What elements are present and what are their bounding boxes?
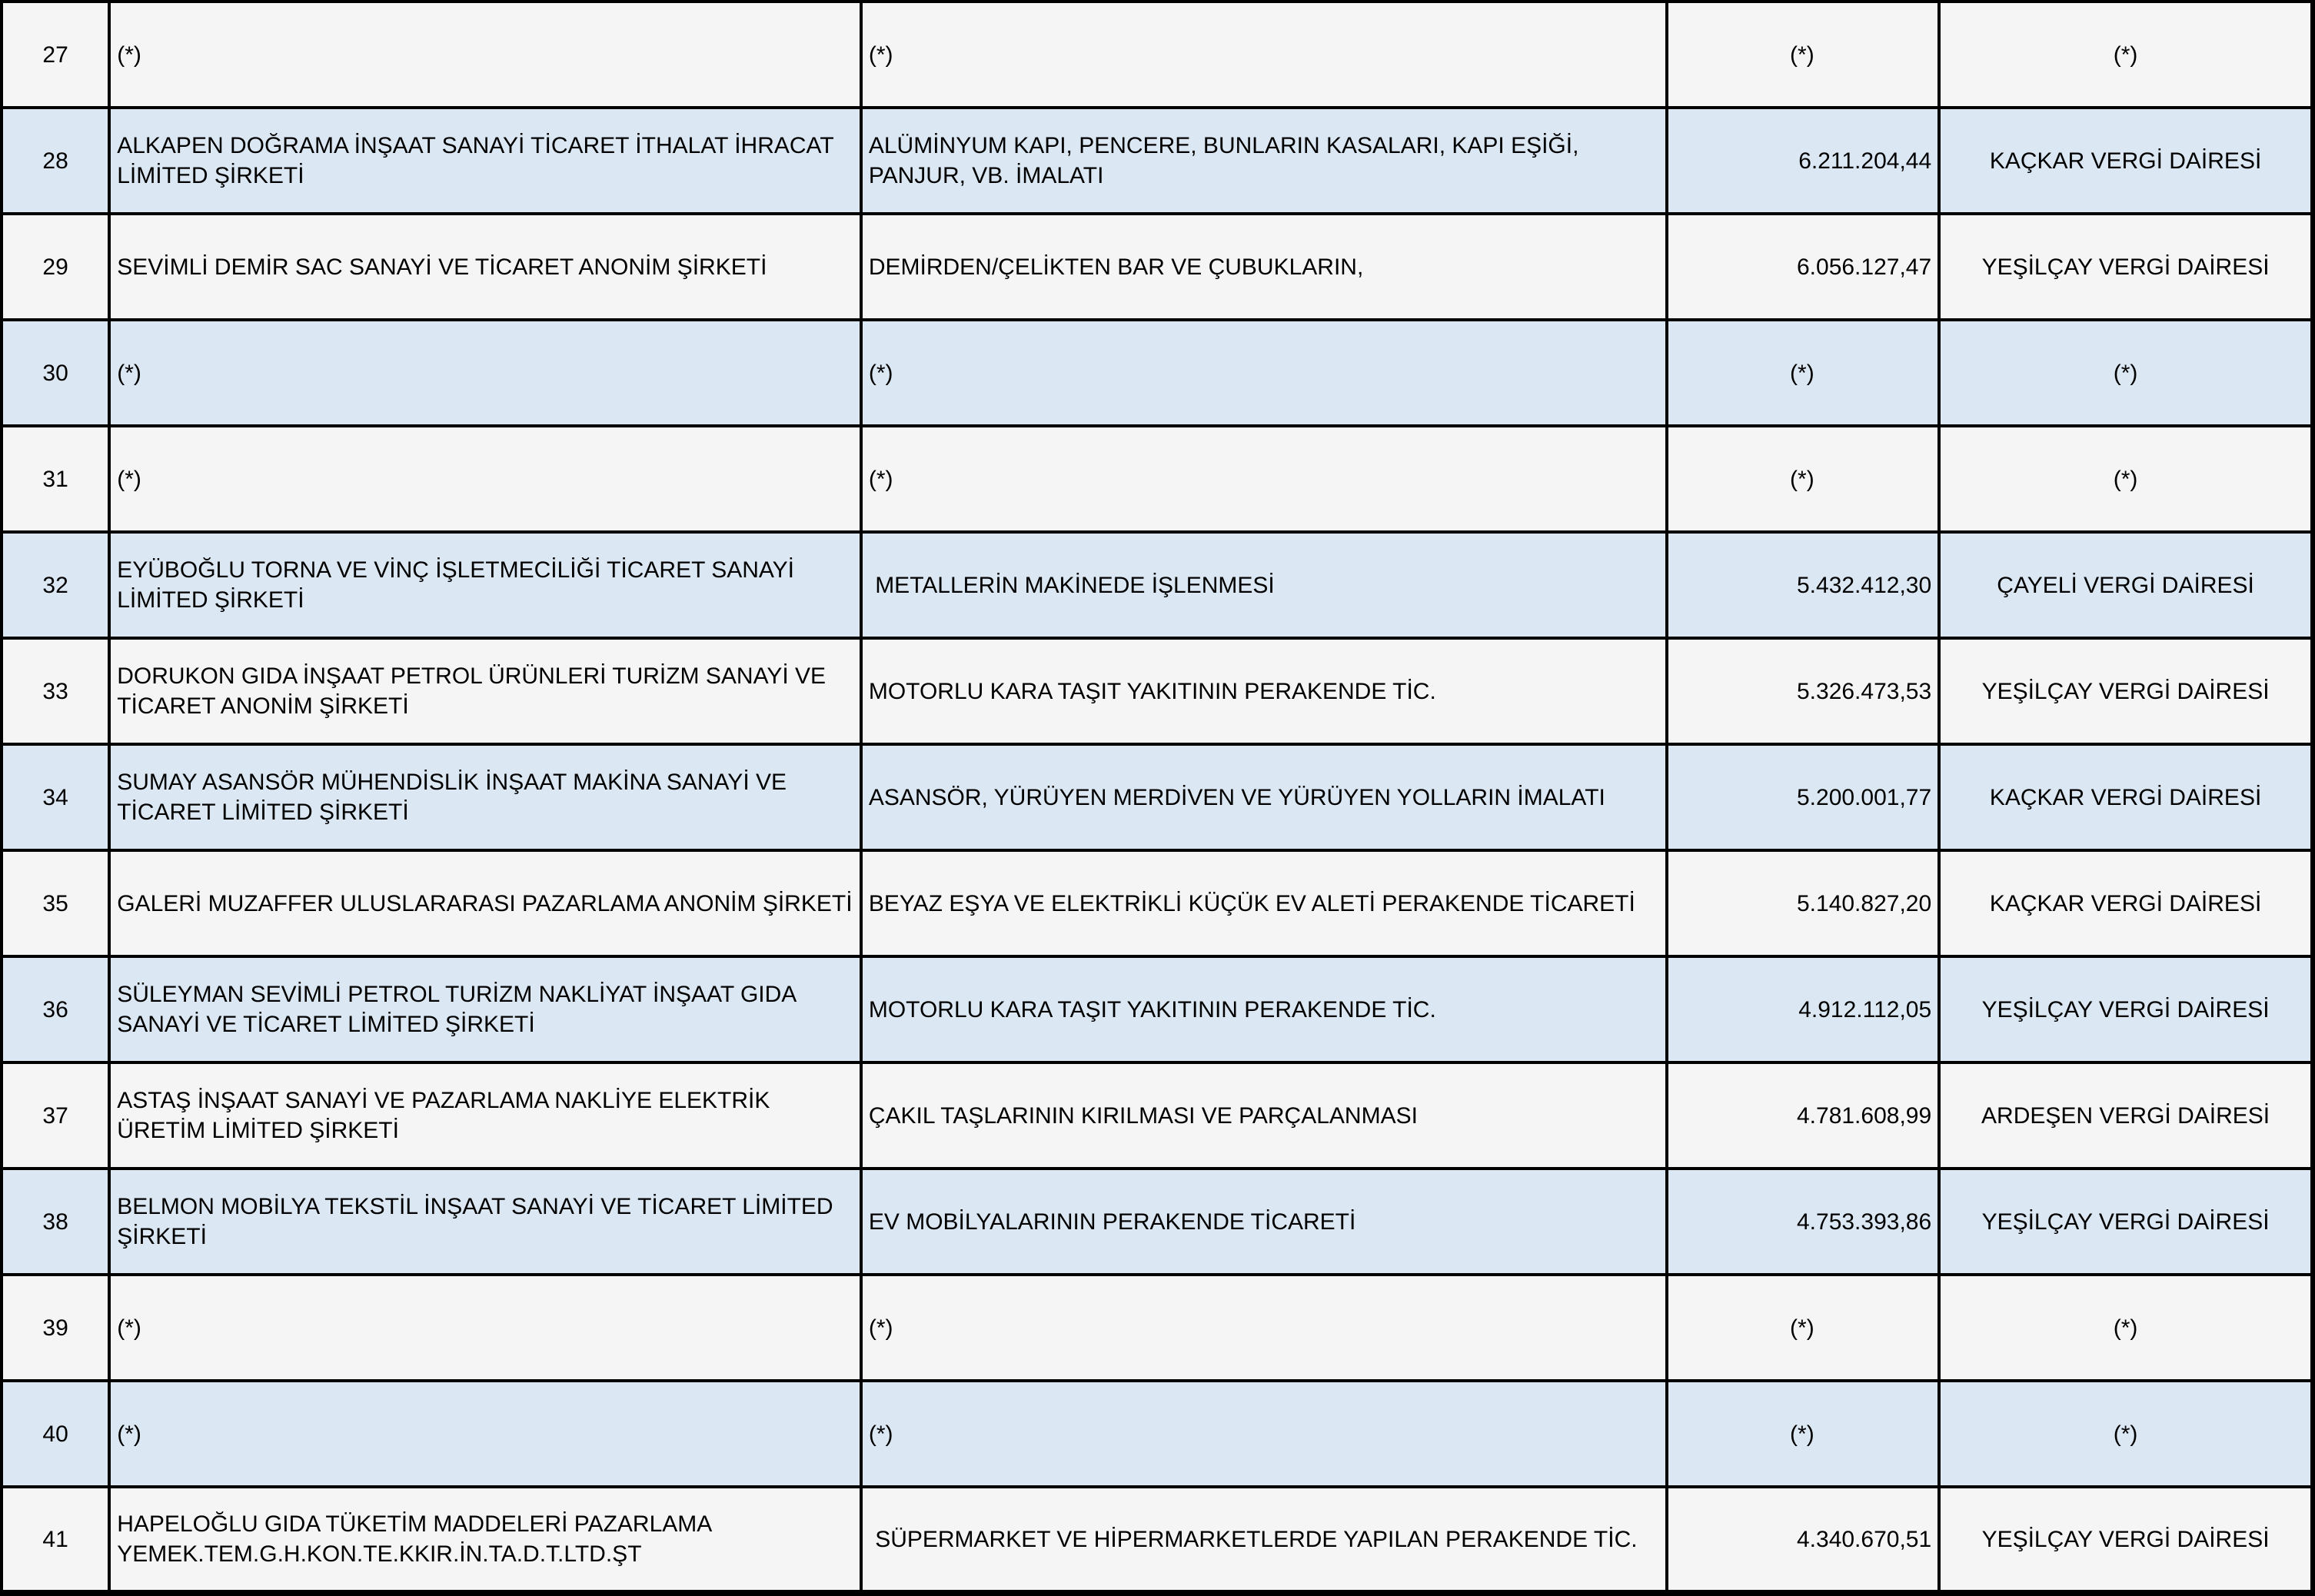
row-number: 34	[2, 744, 109, 850]
row-number: 30	[2, 320, 109, 426]
tax-office-cell: ÇAYELİ VERGİ DAİRESİ	[1939, 532, 2313, 638]
activity-cell: (*)	[861, 426, 1667, 532]
tax-office-cell: KAÇKAR VERGİ DAİRESİ	[1939, 744, 2313, 850]
table-row	[2, 2, 2313, 108]
table-row	[2, 532, 2313, 638]
row-number: 31	[2, 426, 109, 532]
table-row	[2, 744, 2313, 850]
table-row	[2, 850, 2313, 956]
row-number: 33	[2, 638, 109, 744]
tax-office-cell: ARDEŞEN VERGİ DAİRESİ	[1939, 1062, 2313, 1169]
company-cell: SUMAY ASANSÖR MÜHENDİSLİK İNŞAAT MAKİNA SANAYİ VE TİCARET LİMİTED ŞİRKETİ	[109, 744, 861, 850]
amount-cell: 4.781.608,99	[1667, 1062, 1940, 1169]
activity-cell: EV MOBİLYALARININ PERAKENDE TİCARETİ	[861, 1169, 1667, 1275]
row-number: 28	[2, 108, 109, 214]
amount-cell: 5.140.827,20	[1667, 850, 1940, 956]
amount-cell: (*)	[1667, 1381, 1940, 1487]
activity-cell: SÜPERMARKET VE HİPERMARKETLERDE YAPILAN PERAKENDE TİC.	[861, 1487, 1667, 1593]
tax-office-cell: YEŞİLÇAY VERGİ DAİRESİ	[1939, 1487, 2313, 1593]
amount-cell: 4.912.112,05	[1667, 956, 1940, 1062]
amount-cell: (*)	[1667, 426, 1940, 532]
row-number: 36	[2, 956, 109, 1062]
company-cell: (*)	[109, 320, 861, 426]
tax-office-cell: (*)	[1939, 320, 2313, 426]
company-cell: ASTAŞ İNŞAAT SANAYİ VE PAZARLAMA NAKLİYE ELEKTRİK ÜRETİM LİMİTED ŞİRKETİ	[109, 1062, 861, 1169]
company-cell: EYÜBOĞLU TORNA VE VİNÇ İŞLETMECİLİĞİ TİCARET SANAYİ LİMİTED ŞİRKETİ	[109, 532, 861, 638]
row-number: 38	[2, 1169, 109, 1275]
table-row	[2, 426, 2313, 532]
company-cell: ALKAPEN DOĞRAMA İNŞAAT SANAYİ TİCARET İTHALAT İHRACAT LİMİTED ŞİRKETİ	[109, 108, 861, 214]
table-row	[2, 1062, 2313, 1169]
amount-cell: (*)	[1667, 320, 1940, 426]
table-row	[2, 1381, 2313, 1487]
table-row	[2, 1487, 2313, 1593]
row-number: 29	[2, 214, 109, 320]
activity-cell: (*)	[861, 1275, 1667, 1381]
row-number: 37	[2, 1062, 109, 1169]
row-number: 27	[2, 2, 109, 108]
row-number: 35	[2, 850, 109, 956]
company-cell: (*)	[109, 1275, 861, 1381]
activity-cell: (*)	[861, 320, 1667, 426]
tax-office-cell: YEŞİLÇAY VERGİ DAİRESİ	[1939, 214, 2313, 320]
company-cell: HAPELOĞLU GIDA TÜKETİM MADDELERİ PAZARLAMA YEMEK.TEM.G.H.KON.TE.KKIR.İN.TA.D.T.LTD.ŞT	[109, 1487, 861, 1593]
company-cell: DORUKON GIDA İNŞAAT PETROL ÜRÜNLERİ TURİZM SANAYİ VE TİCARET ANONİM ŞİRKETİ	[109, 638, 861, 744]
amount-cell: 6.056.127,47	[1667, 214, 1940, 320]
company-cell: SEVİMLİ DEMİR SAC SANAYİ VE TİCARET ANONİM ŞİRKETİ	[109, 214, 861, 320]
table-row	[2, 108, 2313, 214]
company-cell: (*)	[109, 1381, 861, 1487]
activity-cell: MOTORLU KARA TAŞIT YAKITININ PERAKENDE TİC.	[861, 638, 1667, 744]
tax-office-cell: YEŞİLÇAY VERGİ DAİRESİ	[1939, 1169, 2313, 1275]
row-number: 32	[2, 532, 109, 638]
activity-cell: DEMİRDEN/ÇELİKTEN BAR VE ÇUBUKLARIN,	[861, 214, 1667, 320]
activity-cell: (*)	[861, 1381, 1667, 1487]
table-row	[2, 956, 2313, 1062]
company-cell: (*)	[109, 2, 861, 108]
company-cell: (*)	[109, 426, 861, 532]
tax-office-cell: (*)	[1939, 1381, 2313, 1487]
tax-office-cell: (*)	[1939, 426, 2313, 532]
row-number: 40	[2, 1381, 109, 1487]
amount-cell: 5.432.412,30	[1667, 532, 1940, 638]
amount-cell: 5.326.473,53	[1667, 638, 1940, 744]
table-row	[2, 638, 2313, 744]
activity-cell: ASANSÖR, YÜRÜYEN MERDİVEN VE YÜRÜYEN YOLLARIN İMALATI	[861, 744, 1667, 850]
table-row	[2, 1275, 2313, 1381]
row-number: 41	[2, 1487, 109, 1593]
amount-cell: (*)	[1667, 2, 1940, 108]
row-number: 39	[2, 1275, 109, 1381]
table-body	[2, 2, 2313, 1593]
activity-cell: (*)	[861, 2, 1667, 108]
company-cell: SÜLEYMAN SEVİMLİ PETROL TURİZM NAKLİYAT İNŞAAT GIDA SANAYİ VE TİCARET LİMİTED ŞİRKETİ	[109, 956, 861, 1062]
tax-office-cell: YEŞİLÇAY VERGİ DAİRESİ	[1939, 956, 2313, 1062]
activity-cell: ALÜMİNYUM KAPI, PENCERE, BUNLARIN KASALARI, KAPI EŞİĞİ, PANJUR, VB. İMALATI	[861, 108, 1667, 214]
company-cell: GALERİ MUZAFFER ULUSLARARASI PAZARLAMA ANONİM ŞİRKETİ	[109, 850, 861, 956]
amount-cell: (*)	[1667, 1275, 1940, 1381]
amount-cell: 6.211.204,44	[1667, 108, 1940, 214]
table-row	[2, 1169, 2313, 1275]
amount-cell: 4.340.670,51	[1667, 1487, 1940, 1593]
tax-office-cell: (*)	[1939, 2, 2313, 108]
table-row	[2, 214, 2313, 320]
activity-cell: ÇAKIL TAŞLARININ KIRILMASI VE PARÇALANMASI	[861, 1062, 1667, 1169]
activity-cell: MOTORLU KARA TAŞIT YAKITININ PERAKENDE TİC.	[861, 956, 1667, 1062]
activity-cell: METALLERİN MAKİNEDE İŞLENMESİ	[861, 532, 1667, 638]
tax-office-cell: KAÇKAR VERGİ DAİRESİ	[1939, 850, 2313, 956]
tax-office-cell: YEŞİLÇAY VERGİ DAİRESİ	[1939, 638, 2313, 744]
tax-office-cell: KAÇKAR VERGİ DAİRESİ	[1939, 108, 2313, 214]
amount-cell: 5.200.001,77	[1667, 744, 1940, 850]
activity-cell: BEYAZ EŞYA VE ELEKTRİKLİ KÜÇÜK EV ALETİ PERAKENDE TİCARETİ	[861, 850, 1667, 956]
company-cell: BELMON MOBİLYA TEKSTİL İNŞAAT SANAYİ VE TİCARET LİMİTED ŞİRKETİ	[109, 1169, 861, 1275]
amount-cell: 4.753.393,86	[1667, 1169, 1940, 1275]
table-row	[2, 320, 2313, 426]
tax-office-cell: (*)	[1939, 1275, 2313, 1381]
